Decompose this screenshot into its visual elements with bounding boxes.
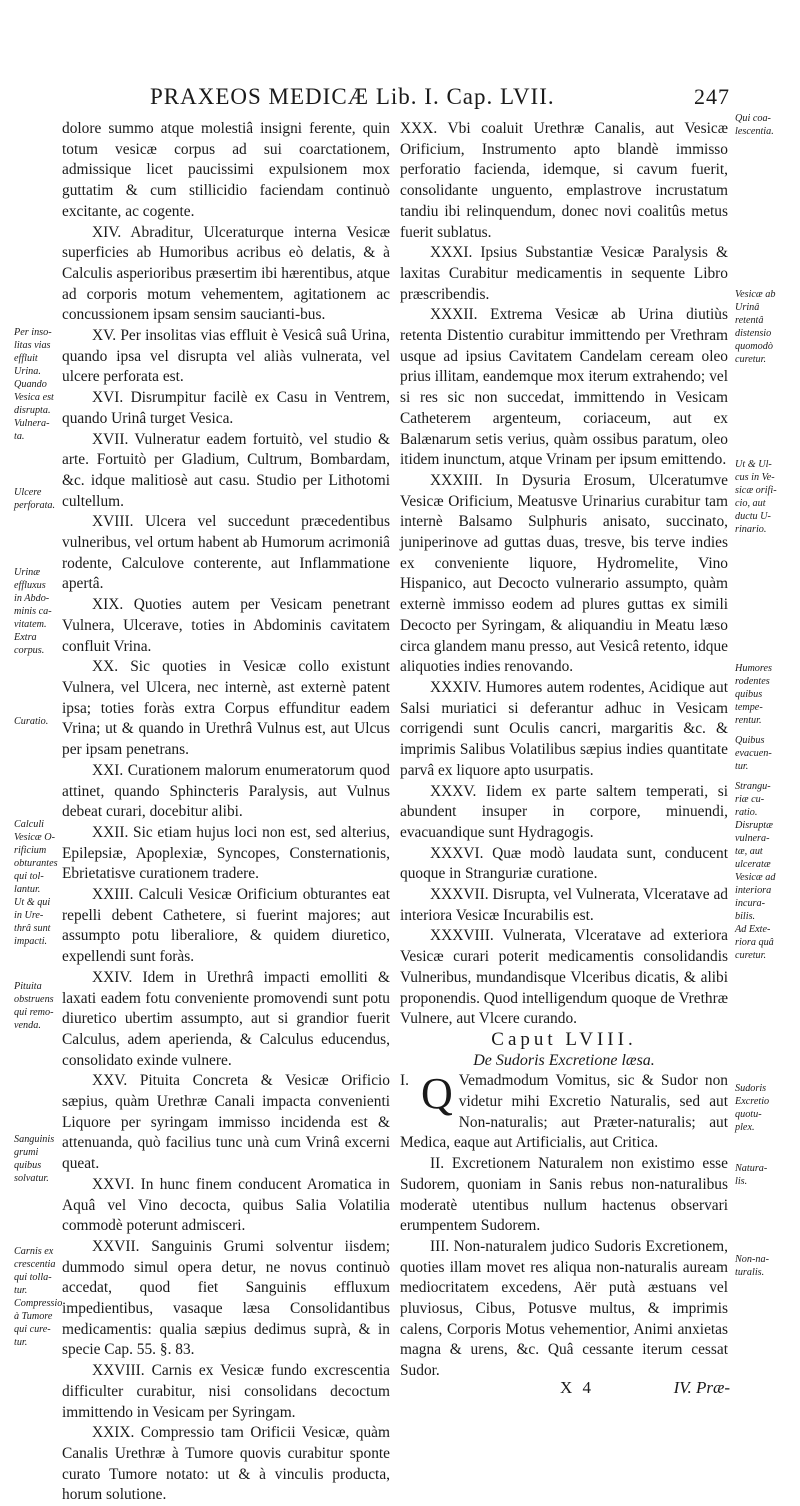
paragraph: XXIV. Idem in Urethrâ impacti emolliti & laxati eadem fotu conveniente promovendi sunt potu diuretico ubertim assumpto, aut si grandior fuerit Calculus, adem aperienda, & Calculus educendus, consolidato exinde vulnere. bbox=[62, 968, 390, 1069]
chapter-subtitle: De Sudoris Excretione læsa. bbox=[473, 1051, 655, 1069]
margin-note: Qui coa- lescentia. bbox=[735, 113, 774, 137]
paragraph: XXXIII. In Dysuria Erosum, Ulceratumve Vesicæ Orificium, Meatusve Urinarius curabitur tam internè Balsamo Sulphuris anisato, succinato, juniperinove ad guttas duas, tresve, bis terve indies ex conveniente liquore, Hydromelite, Vino Hispanico, aut Decocto vulnerario assumpto, quàm externè immisso eodem ad plures guttas ex simili Decocto per Syringam, & aliquandiu in Meatu læso circa glandem manu presso, aut Vesicâ retento, idque aliquoties indies renovando. bbox=[400, 471, 728, 676]
margin-note: Humores rodentes quibus tempe- rentur. bbox=[735, 663, 772, 726]
margin-note: Sudoris Excretio quotu- plex. bbox=[735, 1083, 770, 1133]
margin-note: Vesicæ ab Urinâ retentâ distensio quomodò curetur. bbox=[735, 289, 776, 365]
margin-note: Calculi Vesicæ O- rificium obturantes qui tol- lantur. Ut & qui in Ure- thrâ sunt impacti. bbox=[14, 819, 58, 947]
margin-note: Pituita obstruens qui remo- venda. bbox=[14, 981, 54, 1031]
paragraph: XXI. Curationem malorum enumeratorum quod attinet, quando Sphincteris Paralysis, aut Vulnus debeat curari, docebitur alibi. bbox=[62, 761, 390, 821]
paragraph: XXIX. Compressio tam Orificii Vesicæ, quàm Canalis Urethræ à Tumore quovis curabitur sponte curato Tumore notato: ut & à vinculis producta, horum solutione. bbox=[62, 1424, 390, 1504]
paragraph: XXII. Sic etiam hujus loci non est, sed alterius, Epilepsiæ, Apoplexiæ, Syncopes, Consternationis, Ebrietatisve curationem tradere. bbox=[62, 823, 390, 883]
margin-note: Ulcere perforata. bbox=[14, 487, 56, 511]
paragraph: XXVIII. Carnis ex Vesicæ fundo excrescentia difficulter curabitur, nisi consolidans decoctum immittendo in Vesicam per Syringam. bbox=[62, 1362, 390, 1421]
paragraph: XXXV. Iidem ex parte saltem temperati, si abundent insuper in corpore, minuendi, evacuandique sunt Hydragogis. bbox=[400, 782, 728, 841]
paragraph: XXXVIII. Vulnerata, Vlceratave ad exteriora Vesicæ curari poterit medicamentis consolidandis Vulneribus, mundandisque Vlceribus dicatis, & alibi proponendis. Quod intelligendum quoque de Vrethræ Vulnere, aut Vlcere curando. bbox=[400, 927, 728, 1028]
margin-note: Carnis ex crescentia qui tolla- tur. Compressio à Tumore qui cure- tur. bbox=[14, 1246, 63, 1348]
paragraph: XXXII. Extrema Vesicæ ab Urina diutiùs retenta Distentio curabitur immittendo per Vrethram usque ad ipsius Cavitatem Candelam ceream oleo prius illitam, eandemque mox iterum extrahendo; vel si res sic non succedat, immittendo in Vesicam Catheterem argenteum, coriaceum, aut ex Balænarum setis verius, quàm ossibus paratum, oleo itidem inunctum, atque Vrinam per ipsum emittendo. bbox=[400, 306, 728, 469]
paragraph-number: I. bbox=[400, 1072, 409, 1090]
margin-note: Urinæ effluxus in Abdo- minis ca- vitatem. Extra corpus. bbox=[14, 567, 52, 656]
paragraph: XVI. Disrumpitur facilè ex Casu in Ventrem, quando Urinâ turget Vesica. bbox=[62, 389, 390, 427]
margin-note: Ut & Ul- cus in Ve- sicæ orifi- cio, aut ductu U- rinario. bbox=[735, 459, 777, 535]
paragraph: II. Excretionem Naturalem non existimo esse Sudorem, quoniam in Sanis rebus non-naturalibus moderatè utentibus nullum hactenus observari erumpentem Sudorem. bbox=[400, 1155, 728, 1235]
paragraph: XXV. Pituita Concreta & Vesicæ Orificio sæpius, quàm Urethræ Canali impacta convenienti Liquore per syringam immisso incidenda est & attenuanda, quò facilius tunc unà cum Vrinâ excerni queat. bbox=[62, 1072, 390, 1173]
paragraph: XIV. Abraditur, Ulceraturque interna Vesicæ superficies ab Humoribus acribus eò delatis, & à Calculis asperioribus præsertim ibi hærentibus, atque ad corporis motum vehementem, agitationem ac concussionem ipsam sensim saucianti-bus. bbox=[62, 223, 390, 324]
paragraph: XXVI. In hunc finem conducent Aromatica in Aquâ vel Vino decocta, quibus Salia Volatilia commodè poterunt admisceri. bbox=[62, 1175, 390, 1235]
paragraph: XX. Sic quoties in Vesicæ collo existunt Vulnera, vel Ulcera, nec internè, ast externè patent ipsa; toties foràs extra Corpus effunditur eadem Vrina; ut & quando in Urethrâ Vulnus est, aut Ulcus per ipsam penetrans. bbox=[62, 658, 390, 759]
paragraph: XV. Per insolitas vias effluit è Vesicâ suâ Urina, quando ipsa vel disrupta vel aliàs vulnerata, vel ulcere perforata est. bbox=[62, 327, 390, 386]
drop-cap: Q bbox=[420, 1069, 453, 1119]
paragraph: XXXI. Ipsius Substantiæ Vesicæ Paralysis & laxitas Curabitur medicamentis in sequente Libro præscribendis. bbox=[400, 244, 728, 303]
paragraph: XVIII. Ulcera vel succedunt præcedentibus vulneribus, vel ortum habent ab Humorum acrimoniâ rodente, Calculove conterente, aut Inflammatione apertâ. bbox=[62, 513, 390, 593]
margin-note: Strangu- riæ cu- ratio. Disruptæ vulnera- tæ, aut ulceratæ Vesicæ ad interiora incura- bilis. Ad Exte- riora quâ curetur. bbox=[735, 781, 776, 961]
chapter-heading: Caput LVIII. bbox=[491, 1028, 637, 1050]
running-title: PRAXEOS MEDICÆ Lib. I. Cap. LVII. bbox=[150, 84, 555, 109]
paragraph: XIX. Quoties autem per Vesicam penetrant Vulnera, Ulcerave, toties in Abdominis cavitatem confluit Vrina. bbox=[62, 596, 390, 655]
margin-note: Curatio. bbox=[14, 716, 49, 727]
paragraph: XXIII. Calculi Vesicæ Orificium obturantes eat repelli debent Cathetere, si fuerint majores; aut assumpto potu liberaliore, & quidem diuretico, expellendi sunt foràs. bbox=[62, 886, 390, 966]
margin-note: Sanguinis grumi quibus solvatur. bbox=[14, 1134, 55, 1184]
page-number: 247 bbox=[694, 84, 730, 109]
margin-note: Quibus evacuen- tur. bbox=[735, 735, 772, 772]
paragraph: III. Non-naturalem judico Sudoris Excretionem, quoties illam movet res aliqua non-naturalis auream mediocritatem excedens, Aër putà æstuans vel pluviosus, Cibus, Potusve multus, & imprimis calens, Corporis Motus vehementior, Animi anxietas magna & urens, &c. Quâ cessante iterum cessat Sudor. bbox=[400, 1237, 728, 1380]
paragraph: XXXVII. Disrupta, vel Vulnerata, Vlceratave ad interiora Vesicæ Incurabilis est. bbox=[400, 886, 728, 924]
paragraph: XVII. Vulneratur eadem fortuitò, vel studio & arte. Fortuitò per Gladium, Cultrum, Bombardam, &c. idque malitiosè aut casu. Studio per Lithotomi cultellum. bbox=[62, 430, 390, 510]
chapter-first-paragraph bbox=[400, 1071, 728, 1154]
margin-note: Natura- lis. bbox=[735, 1163, 768, 1187]
catchword: IV. Præ- bbox=[673, 1378, 730, 1397]
page-header bbox=[150, 84, 730, 116]
right-column bbox=[400, 119, 728, 1382]
paragraph: XXVII. Sanguinis Grumi solventur iisdem; dummodo simul opera detur, ne novus continuò accedat, quod fiet Sanguinis effluxum impedientibus, vasaque læsa Consolidantibus medicamentis: qualia sæpius dedimus suprà, & in specie Cap. 55. §. 83. bbox=[62, 1237, 390, 1359]
margin-note: Per inso- litas vias effluit Urina. Quando Vesica est disrupta. Vulnera- ta. bbox=[14, 327, 54, 442]
paragraph: XXX. Vbi coaluit Urethræ Canalis, aut Vesicæ Orificium, Instrumento apto blandè immisso perforatio facienda, idemque, si cavum fuerit, consolidante unguento, emplastrove incrustatum tandiu ibi relinquendum, donec novi coalitûs metus fuerit sublatus. bbox=[400, 120, 728, 241]
paragraph: dolore summo atque molestiâ insigni ferente, quin totum vesicæ corpus ad sui coarctationem, admissique licet paucissimi expulsionem mox guttatim & cum stillicidio faciendam continuò excitante, ac cogente. bbox=[62, 120, 390, 220]
margin-note: Non-na- turalis. bbox=[735, 1254, 769, 1278]
left-column bbox=[62, 119, 390, 1506]
paragraph-text: Vemadmodum Vomitus, sic & Sudor non videtur mihi Excretio Naturalis, sed aut Non-naturalis; aut Præter-naturalis; aut Medica, eaque aut Artificialis, aut Critica. bbox=[400, 1072, 728, 1152]
paragraph: XXXVI. Quæ modò laudata sunt, conducent quoque in Stranguriæ curatione. bbox=[400, 844, 728, 883]
signature-mark: X 4 bbox=[560, 1378, 595, 1397]
paragraph: XXXIV. Humores autem rodentes, Acidique aut Salsi muriatici si deferantur adhuc in Vesicam corrigendi sunt Oculis cancri, margaritis &c. & imprimis Salibus Volatilibus sæpius indies quantitate parvâ ex liquore apto usurpatis. bbox=[400, 678, 728, 779]
